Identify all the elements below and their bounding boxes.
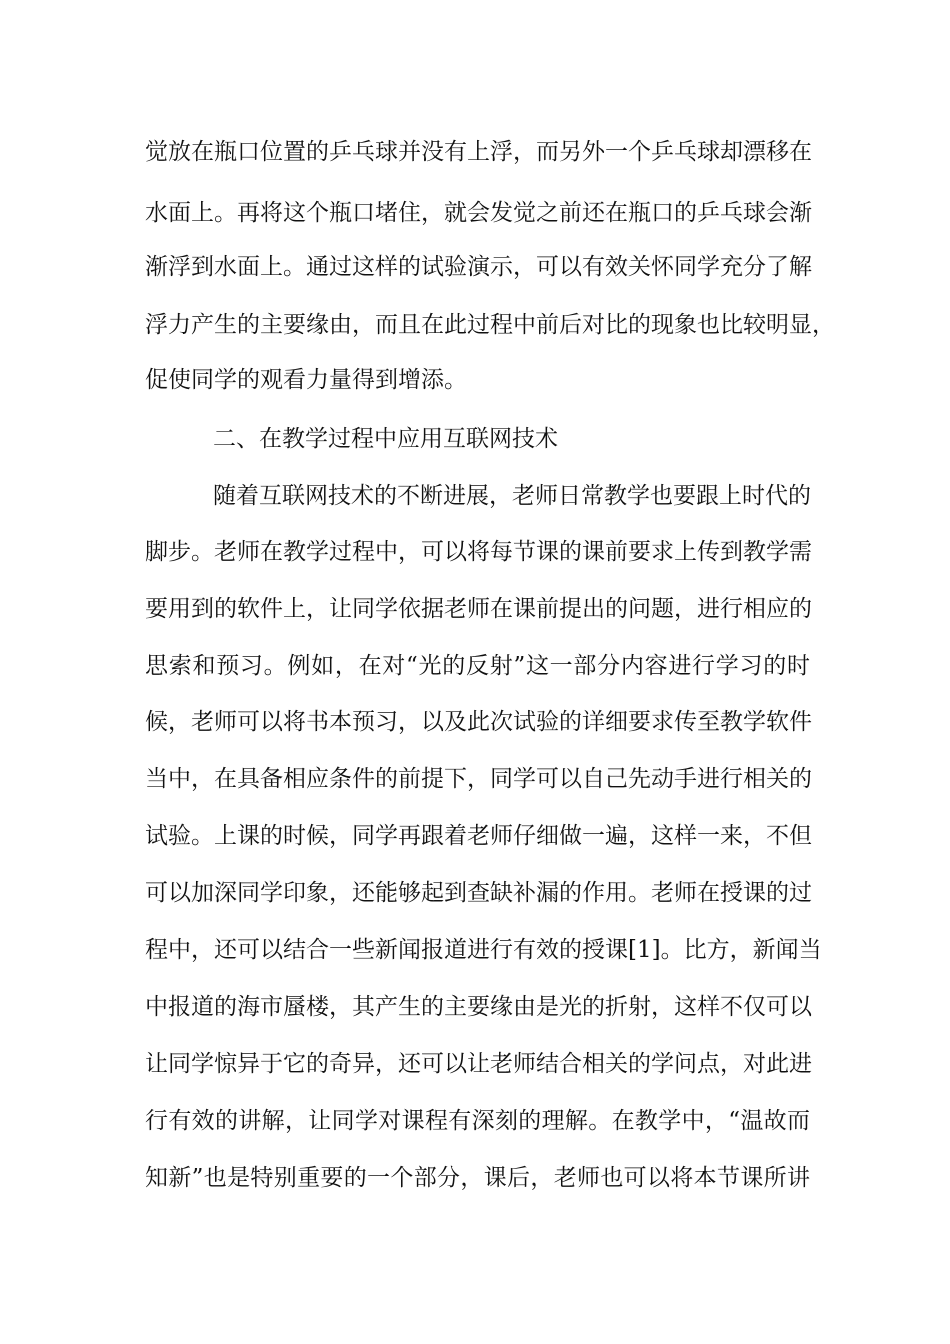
paragraph-2-line-5: 候，老师可以将书本预习，以及此次试验的详细要求传至教学软件	[145, 709, 812, 735]
paragraph-2-line-10: 中报道的海市蜃楼，其产生的主要缘由是光的折射，这样不仅可以	[145, 994, 812, 1020]
paragraph-2-line-2: 脚步。老师在教学过程中，可以将每节课的课前要求上传到教学需	[145, 539, 812, 565]
paragraph-1-line-5: 促使同学的观看力量得到增添。	[145, 367, 467, 393]
paragraph-2-line-4: 思索和预习。例如，在对“光的反射”这一部分内容进行学习的时	[145, 653, 810, 679]
paragraph-2-line-6: 当中，在具备相应条件的前提下，同学可以自己先动手进行相关的	[145, 766, 812, 792]
paragraph-2-line-8: 可以加深同学印象，还能够起到查缺补漏的作用。老师在授课的过	[145, 880, 812, 906]
paragraph-2-line-3: 要用到的软件上，让同学依据老师在课前提出的问题，进行相应的	[145, 596, 812, 622]
paragraph-2-line-13: 知新”也是特别重要的一个部分，课后，老师也可以将本节课所讲	[145, 1165, 810, 1191]
paragraph-2-line-12: 行有效的讲解，让同学对课程有深刻的理解。在教学中，“温故而	[145, 1108, 810, 1134]
section-heading: 二、在教学过程中应用互联网技术	[213, 426, 558, 452]
paragraph-2-line-7: 试验。上课的时候，同学再跟着老师仔细做一遍，这样一来，不但	[145, 823, 812, 849]
paragraph-1-line-4: 浮力产生的主要缘由，而且在此过程中前后对比的现象也比较明显，	[145, 312, 835, 338]
paragraph-1-line-2: 水面上。再将这个瓶口堵住，就会发觉之前还在瓶口的乒乓球会渐	[145, 200, 812, 226]
paragraph-2-line-9: 程中，还可以结合一些新闻报道进行有效的授课[1]。比方，新闻当	[145, 937, 822, 963]
paragraph-2-line-1: 随着互联网技术的不断进展，老师日常教学也要跟上时代的	[213, 483, 811, 509]
paragraph-1-line-1: 觉放在瓶口位置的乒乓球并没有上浮，而另外一个乒乓球却漂移在	[145, 139, 812, 165]
paragraph-1-line-3: 渐浮到水面上。通过这样的试验演示，可以有效关怀同学充分了解	[145, 254, 812, 280]
paragraph-2-line-11: 让同学惊异于它的奇异，还可以让老师结合相关的学问点，对此进	[145, 1051, 812, 1077]
